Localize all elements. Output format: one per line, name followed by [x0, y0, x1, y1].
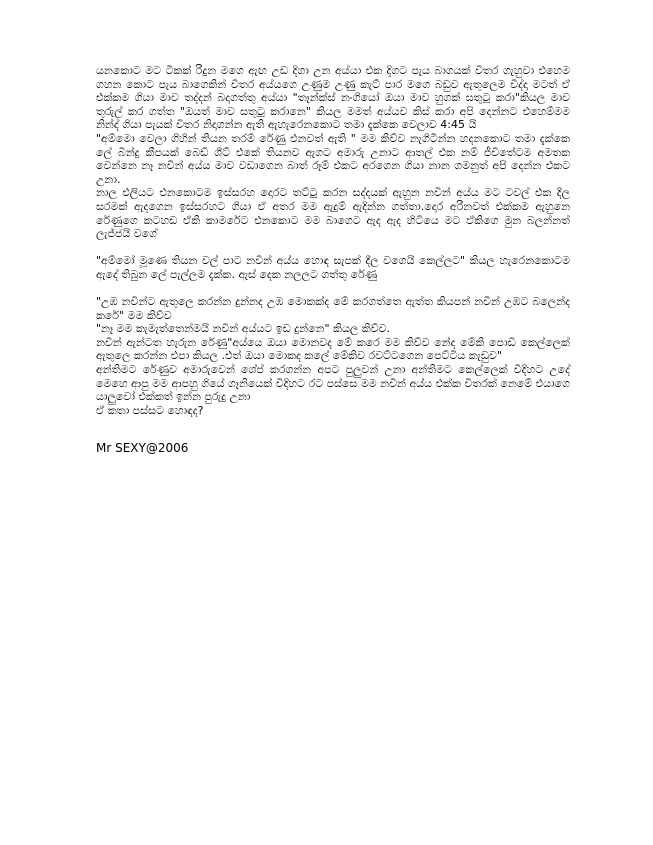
- story-paragraph-4: "අම්මෝ මූණෙ තියන වල් පාට නවින් අය්ය හොඳ සැපක් දීල වගෙයි කෙල්ලට" කියල හැරෙනකොටම ඇදේ තිබුන ලේ පැල්ලම දැක්ක. ඇස් දෙක නලලට ගත්තු රේණු: [96, 254, 570, 281]
- story-paragraph-7: නවින් ඇන්ටත හැරුන රේණු"අය්යෙ ඔයා මොනවද මේ කරෙ මම කිව්ව නේද මේකි පොඩි කෙල්ලෙක් ඇතුලෙ කරන්න එපා කියල .එත් ඔයා මොකද කලේ මේකිව රවට්ටගෙන පෙට්ටිය කැඩුව": [96, 335, 570, 363]
- story-paragraph-1: යනකොට මට ටිකක් රිදුන මගෙ ඇඟ උඩ දිගා උන අය්යා එක දිගට පැය බාගයක් විතර ගැහුවා එහෙම ගහන කොට පැය බාගෙකින් විතර අය්යගෙ උණුම උණු කැට් පාර මගෙ බඩුව ඇතුලෙම විද්දා මටත් ඒ එක්කම ගියා මාව තද්දන් බදාගත්තු අය්යා "තෑන්ක්ස් නංගියෝ ඔයා මාව හුගක් සතුටු කරා"කියල මාව තුරුල් කර ගත්ත "ඔයත් මාව සතුටු කරානෙ" කියල මමත් අය්යව කිස් කරා අපි දෙන්නට එහෙම්මම නින්ද් ගියා පැයක් විතර නිදාගන්න ඇති ඇහැරෙනකොට තමා දැක්කෙ වෙලාව 4:45 යි: [96, 64, 570, 132]
- paragraph-spacer: [96, 241, 570, 255]
- story-paragraph-8: අන්තිමට රේණුව අමාරුවෙන් ශේප් කරගන්න අපට පුලුවන් උනා අන්තිමට කෙල්ලෙක් විදිහට උදේ මෙහෙ ආපු මම ආපහු ගියේ ගෑනියෙක් විදිහට රට පස්සෙ මම නවින් අය්ය එක්ක විතරක් නෙමේ එයාගෙ යාලුවෝ එක්කත් ඉන්න පුරුදු උනා: [96, 363, 570, 404]
- story-paragraph-9: ඒ කතා පස්සට හොඳද?: [96, 403, 204, 417]
- story-paragraph-6: "නෑ මම කැමැත්තෙන්මයි නවින් අය්යට ඉඩ දුන්නෙ" කියල කිව්ව.: [96, 322, 391, 336]
- paragraph-spacer: [96, 282, 570, 296]
- document-page: [96, 64, 570, 456]
- story-paragraph-5: "උඹ නවින්ට ඇතුලෙ කරන්න දුන්නද උඹ මොකක්ද මේ කරගත්තෙ ඇත්ත කියපන් නවින් උඹට බලෙන්ද කරේ" මම කිව්ව: [96, 295, 570, 322]
- story-paragraph-3: නාල එලියට එනකොටම ඉස්සරහ දොරට තට්ටු කරන සද්දයක් ඇහුන නවින් අය්ය මට ටවල් එක දීල සරමක් ඇදගෙන ඉස්සරහට ගියා ඒ අතර මම ඇදුම් ඇදින්න ගත්තා.දොර අරිනවත් එක්කම ඇහුනෙ රේණුගෙ කටහඩ ඒකි කාමරේට එනකොට මම බාගෙට ඇද ඇද හිටියෙ මට ඒකිගෙ මුන බලන්නත් ලැජ්ජයි වගේ: [96, 186, 570, 241]
- author-signature: Mr SEXY@2006: [96, 441, 189, 456]
- story-paragraph-2: "අම්මො වෙලා ගිහින් තියන තරම් රේණු එනවත් ඇති " මම කිව්ව නැගිටින්න හදනකොට තමා දැක්කෙ ලේ බින්දු කීපයක් බෙඩ් ශීට් එකේ තියනව ඇගට අමාරු උනාට ආතල් එක නම් ජීවිතේටම අමතක වෙන්නෙ නෑ නවින් අය්ය මාව වඩාගෙන බාත් රූම් එකට අරගෙන ගියා නාන ගමනුත් අපි දෙන්න එකට උනා.: [96, 131, 570, 186]
